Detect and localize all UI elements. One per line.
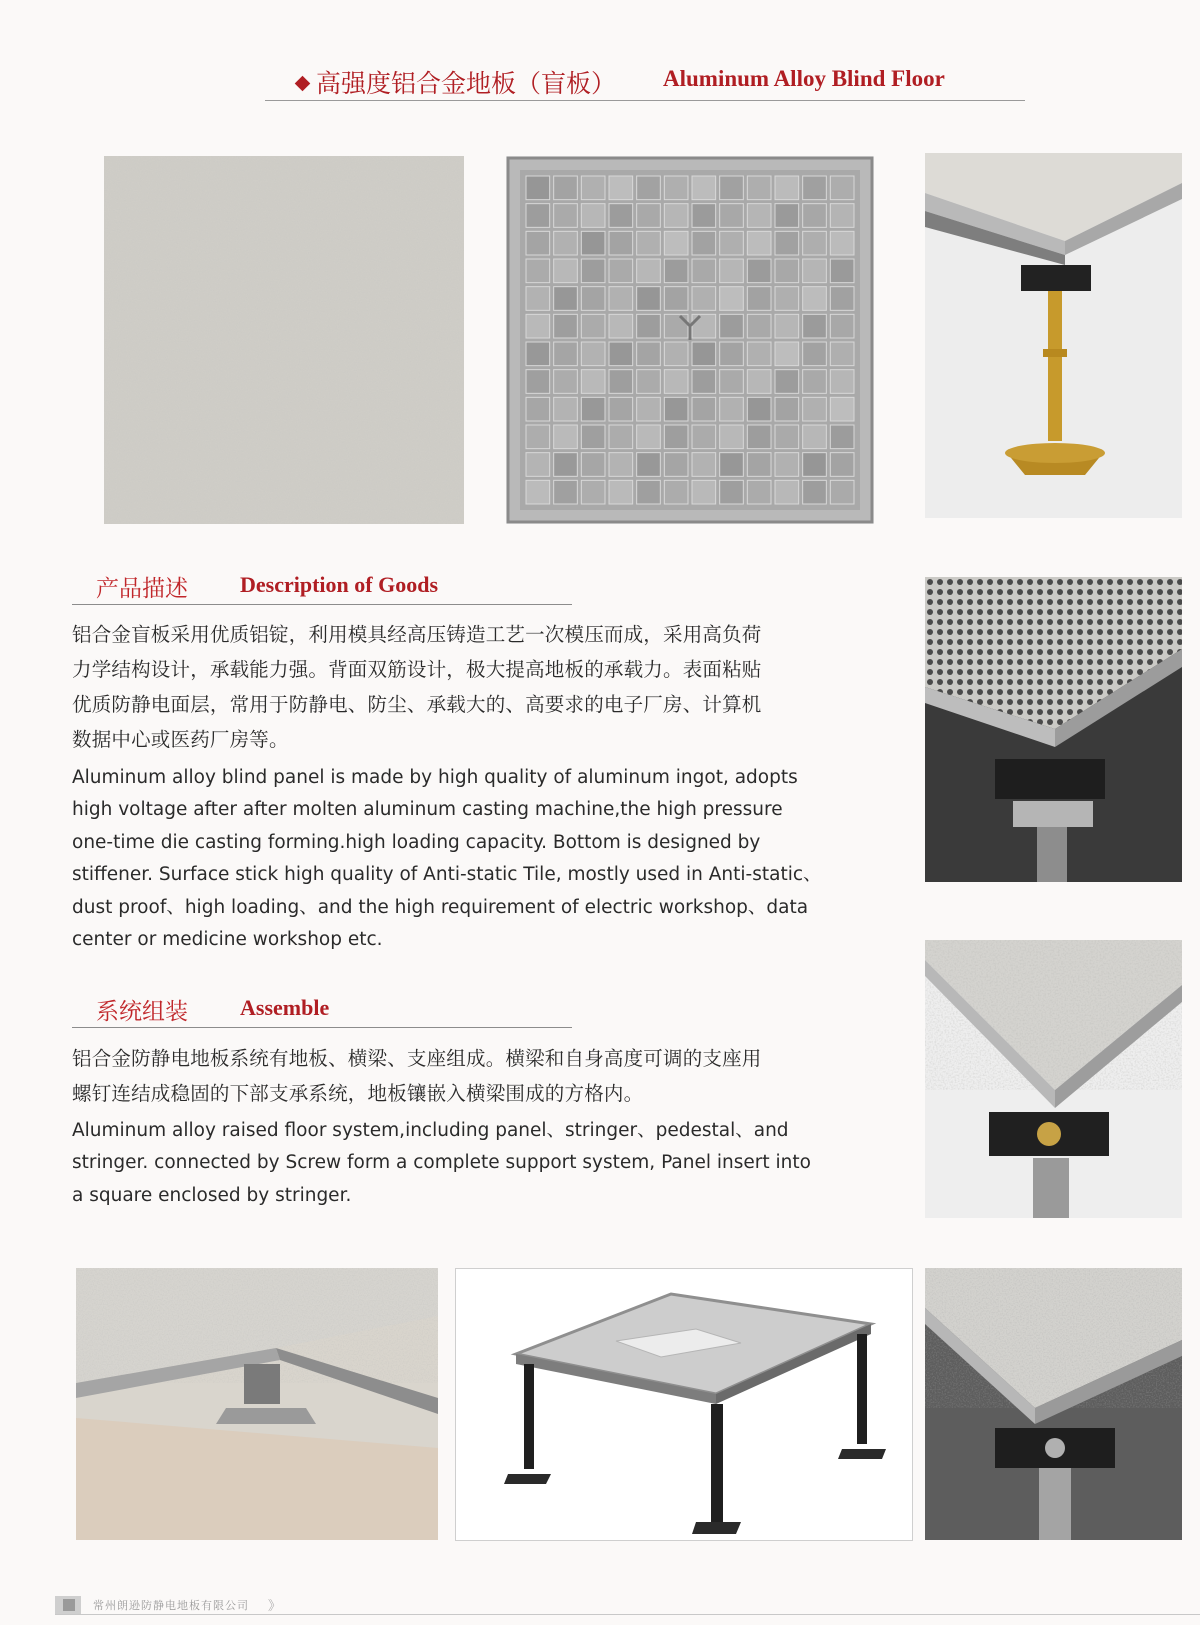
grid-cell: [830, 314, 854, 338]
grid-cell: [554, 259, 578, 283]
grid-cell: [692, 397, 716, 421]
grid-cell: [775, 342, 799, 366]
grid-cell: [554, 287, 578, 311]
grid-cell: [609, 453, 633, 477]
grid-cell: [692, 480, 716, 504]
grid-cell: [775, 314, 799, 338]
grid-cell: [637, 176, 661, 200]
grid-cell: [747, 204, 771, 228]
grid-cell: [609, 204, 633, 228]
grid-cell: [526, 204, 550, 228]
grid-cell: [803, 287, 827, 311]
grid-cell: [747, 397, 771, 421]
assemble-heading: [72, 993, 572, 1028]
grid-cell: [664, 259, 688, 283]
grid-cell: [747, 176, 771, 200]
grid-cell: [747, 287, 771, 311]
grid-cell: [581, 314, 605, 338]
grid-cell: [775, 370, 799, 394]
antistatic-corner-photo: [925, 940, 1182, 1218]
grid-cell: [664, 480, 688, 504]
grid-cell: [830, 204, 854, 228]
grid-cell: [581, 397, 605, 421]
grid-cell: [581, 231, 605, 255]
grid-cell: [775, 231, 799, 255]
grid-cell: [581, 204, 605, 228]
text-line: center or medicine workshop etc.: [72, 929, 383, 951]
grid-cell: [775, 453, 799, 477]
grid-cell: [720, 231, 744, 255]
grid-cell: [747, 425, 771, 449]
grid-cell: [803, 204, 827, 228]
installed-floor-photo: [76, 1268, 438, 1540]
grid-cell: [720, 287, 744, 311]
grid-cell: [692, 342, 716, 366]
grid-cell: [664, 397, 688, 421]
assemble-text-en: [72, 1115, 842, 1212]
footer-divider: [55, 1614, 1200, 1615]
grid-cell: [637, 342, 661, 366]
grid-cell: [526, 397, 550, 421]
grid-cell: [803, 480, 827, 504]
grid-cell: [775, 397, 799, 421]
header-title-en: Aluminum Alloy Blind Floor: [663, 66, 945, 91]
grid-cell: [581, 176, 605, 200]
grid-cell: [720, 480, 744, 504]
grid-cell: [637, 370, 661, 394]
grid-cell: [664, 370, 688, 394]
grid-cell: [554, 176, 578, 200]
grid-cell: [720, 453, 744, 477]
grid-cell: [720, 176, 744, 200]
grid-cell: [830, 397, 854, 421]
grid-cell: [581, 342, 605, 366]
grid-cell: [609, 231, 633, 255]
grid-cell: [803, 397, 827, 421]
grid-cell: [554, 397, 578, 421]
chevron-right-icon: 》: [268, 1599, 282, 1614]
grid-cell: [775, 176, 799, 200]
text-line: 数据中心或医药厂房等。: [72, 728, 289, 751]
grid-cell: [803, 314, 827, 338]
assemble-heading-cn: 系统组装: [96, 999, 188, 1025]
grid-cell: [637, 287, 661, 311]
grid-cell: [775, 287, 799, 311]
floor-system-render-photo: [455, 1268, 913, 1541]
grid-cell: [554, 231, 578, 255]
grid-cell: [720, 397, 744, 421]
grid-cell: [720, 314, 744, 338]
grid-cell: [747, 259, 771, 283]
grid-cell: [554, 425, 578, 449]
grid-cell: [664, 176, 688, 200]
grid-cell: [803, 425, 827, 449]
grid-cell: [830, 370, 854, 394]
text-line: 优质防静电面层，常用于防静电、防尘、承载大的、高要求的电子厂房、计算机: [72, 693, 762, 716]
header-title-cn: 高强度铝合金地板（盲板）: [297, 64, 616, 100]
grid-cell: [830, 453, 854, 477]
grid-cell: [581, 259, 605, 283]
grid-cell: [664, 287, 688, 311]
grid-cell: [609, 342, 633, 366]
grid-cell: [830, 425, 854, 449]
grid-cell: [581, 287, 605, 311]
text-line: Aluminum alloy blind panel is made by high quality of aluminum ingot, adopts: [72, 767, 798, 788]
grid-cell: [692, 176, 716, 200]
text-line: Aluminum alloy raised floor system,including panel、stringer、pedestal、and: [72, 1120, 789, 1141]
text-line: 铝合金盲板采用优质铝锭，利用模具经高压铸造工艺一次模压而成，采用高负荷: [72, 623, 762, 646]
grid-cell: [554, 480, 578, 504]
grid-cell: [637, 314, 661, 338]
grid-cell: [692, 425, 716, 449]
grid-cell: [637, 204, 661, 228]
description-heading-cn: 产品描述: [96, 576, 188, 602]
grid-cell: [747, 370, 771, 394]
grid-cell: [692, 259, 716, 283]
assemble-text-cn: [72, 1041, 842, 1111]
description-heading-en: Description of Goods: [240, 572, 438, 597]
grid-cell: [554, 342, 578, 366]
grid-cell: [637, 480, 661, 504]
description-text-en: [72, 762, 842, 956]
grid-cell: [526, 259, 550, 283]
grid-cell: [526, 231, 550, 255]
grid-cell: [775, 259, 799, 283]
grid-cell: [692, 287, 716, 311]
text-line: 螺钉连结成稳固的下部支承系统，地板镶嵌入横梁围成的方格内。: [72, 1082, 644, 1105]
assemble-heading-en: Assemble: [240, 995, 330, 1020]
grid-cell: [554, 453, 578, 477]
text-line: stringer. connected by Screw form a complete support system, Panel insert into: [72, 1152, 811, 1174]
grid-cell: [692, 231, 716, 255]
grid-cell: [775, 204, 799, 228]
description-heading: [72, 570, 572, 605]
grid-cell: [720, 342, 744, 366]
grid-cell: [637, 397, 661, 421]
page-footer: [55, 1596, 1200, 1618]
grid-cell: [830, 287, 854, 311]
footer-square-inner-icon: [63, 1599, 75, 1611]
text-line: 铝合金防静电地板系统有地板、横梁、支座组成。横梁和自身高度可调的支座用: [72, 1047, 762, 1070]
grid-cell: [526, 370, 550, 394]
grid-cell: [692, 204, 716, 228]
grid-cell: [609, 480, 633, 504]
grid-cell: [830, 259, 854, 283]
text-line: a square enclosed by stringer.: [72, 1184, 352, 1206]
grid-cell: [526, 314, 550, 338]
panel-underside-photo: [506, 156, 874, 524]
grid-cell: [554, 204, 578, 228]
grid-cell: [581, 370, 605, 394]
grid-cell: [581, 453, 605, 477]
grid-cell: [747, 231, 771, 255]
pedestal-corner-photo: [925, 153, 1182, 518]
grid-cell: [747, 453, 771, 477]
grid-cell: [803, 176, 827, 200]
page-header: [265, 58, 1025, 101]
grid-cell: [803, 231, 827, 255]
grid-cell: [609, 314, 633, 338]
grid-cell: [526, 342, 550, 366]
grid-cell: [747, 314, 771, 338]
grid-cell: [609, 259, 633, 283]
grid-cell: [803, 453, 827, 477]
grid-cell: [554, 314, 578, 338]
grid-cell: [720, 204, 744, 228]
grid-cell: [609, 397, 633, 421]
grid-cell: [526, 287, 550, 311]
grid-cell: [803, 259, 827, 283]
grid-cell: [692, 370, 716, 394]
description-text-cn: [72, 617, 842, 757]
grid-cell: [830, 231, 854, 255]
grid-cell: [526, 453, 550, 477]
grid-cell: [664, 342, 688, 366]
grid-cell: [747, 480, 771, 504]
text-line: stiffener. Surface stick high quality of Anti-static Tile, mostly used in Anti-static、: [72, 864, 822, 886]
panel-surface-photo: [104, 156, 464, 524]
grid-cell: [664, 453, 688, 477]
grid-cell: [581, 480, 605, 504]
grid-cell: [664, 425, 688, 449]
grid-cell: [526, 425, 550, 449]
footer-company: 常州朗逊防静电地板有限公司: [93, 1599, 249, 1612]
grid-cell: [526, 480, 550, 504]
text-line: 力学结构设计，承载能力强。背面双筋设计，极大提高地板的承载力。表面粘贴: [72, 658, 762, 681]
grid-cell: [609, 287, 633, 311]
grid-cell: [554, 370, 578, 394]
grid-cell: [830, 342, 854, 366]
grid-cell: [526, 176, 550, 200]
grid-cell: [637, 425, 661, 449]
grid-cell: [692, 453, 716, 477]
grid-cell: [692, 314, 716, 338]
grid-cell: [720, 259, 744, 283]
diamond-icon: [295, 76, 311, 92]
grid-cell: [720, 370, 744, 394]
grid-cell: [664, 231, 688, 255]
grid-cell: [747, 342, 771, 366]
grid-cell: [664, 204, 688, 228]
text-line: dust proof、high loading、and the high requirement of electric workshop、data: [72, 896, 809, 918]
grey-tile-corner-photo: [925, 1268, 1182, 1540]
grid-cell: [830, 176, 854, 200]
grid-cell: [830, 480, 854, 504]
grid-cell: [637, 231, 661, 255]
grid-cell: [720, 425, 744, 449]
grid-cell: [609, 176, 633, 200]
grid-cell: [637, 453, 661, 477]
grid-cell: [775, 480, 799, 504]
perforated-panel-photo: [925, 577, 1182, 882]
grid-cell: [581, 425, 605, 449]
text-line: one-time die casting forming.high loading capacity. Bottom is designed by: [72, 831, 761, 853]
grid-cell: [803, 342, 827, 366]
text-line: high voltage after after molten aluminum casting machine,the high pressure: [72, 799, 783, 821]
grid-cell: [664, 314, 688, 338]
grid-cell: [637, 259, 661, 283]
grid-cell: [803, 370, 827, 394]
grid-cell: [609, 425, 633, 449]
grid-cell: [775, 425, 799, 449]
grid-cell: [609, 370, 633, 394]
